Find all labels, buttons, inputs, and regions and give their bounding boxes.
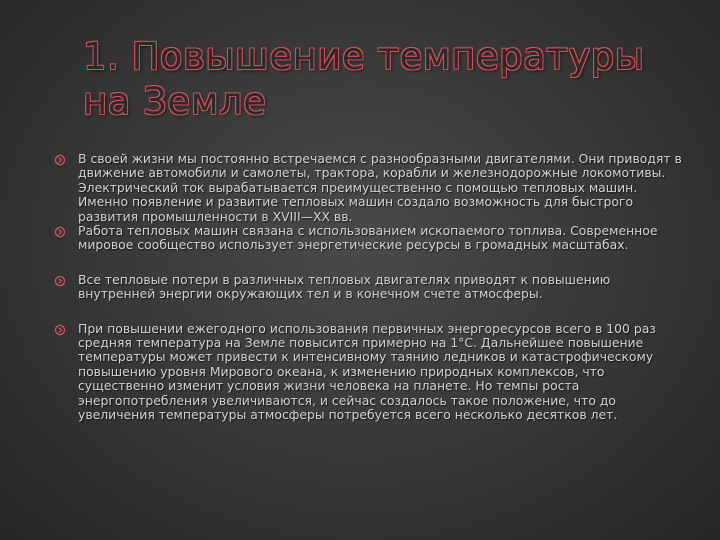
- bullet-text: Все тепловые потери в различных тепловых двигателях приводят к повышению внутренней энергии окружающих тел и в конечном счете атмосферы.: [78, 271, 611, 302]
- bullet-text: При повышении ежегодного использования первичных энергоресурсов всего в 100 раз средняя температура на Земле повысится примерно на 1°С. Дальнейшее повышение температуры может привести к интенсивному таянию ледников и катастрофическому повышению уровня Мирового океана, к изменению природных комплексов, что существенно изменит условия жизни человека на планете. Но темпы роста энергопотребления увеличиваются, и сейчас создалось такое положение, что до увеличения температуры атмосферы потребуется всего несколько десятков лет.: [78, 320, 656, 423]
- bullet-marker-icon: [54, 154, 66, 166]
- bullet-item: [50, 152, 690, 224]
- bullet-list: [50, 152, 690, 423]
- bullet-item: [50, 322, 690, 423]
- bullet-text: В своей жизни мы постоянно встречаемся с разнообразными двигателями. Они приводят в движение автомобили и самолеты, трактора, корабли и железнодорожные локомотивы. Электрический ток вырабатывается преимущественно с помощью тепловых машин. Именно появление и развитие тепловых машин создало возможность для быстрого развития промышленности в XVIII—XX вв.: [78, 151, 682, 224]
- bullet-text: Работа тепловых машин связана с использованием ископаемого топлива. Современное мировое сообщество использует энергетические ресурсы в громадных масштабах.: [78, 223, 658, 253]
- bullet-item: [50, 224, 690, 253]
- bullet-marker-icon: [54, 226, 66, 238]
- slide-title: 1. Повышение температуры на Земле: [83, 35, 645, 123]
- bullet-marker-icon: [54, 275, 66, 287]
- bullet-marker-icon: [54, 324, 66, 336]
- bullet-item: [50, 273, 690, 302]
